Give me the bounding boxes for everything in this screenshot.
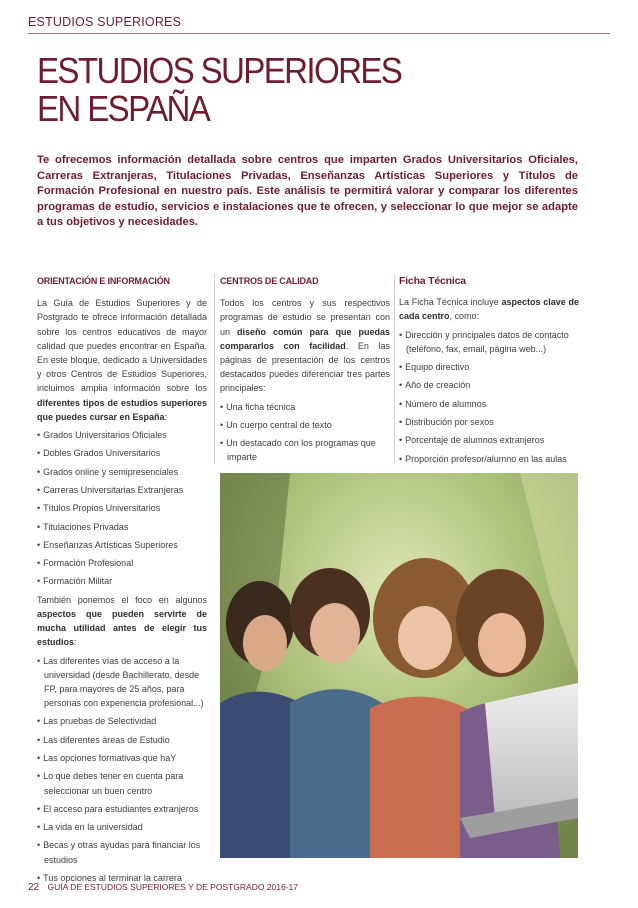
list-item: • Dirección y principales datos de contacto (teléfono, fax, email, página web...) [399, 328, 579, 356]
bold-run: diseño común para que puedas compararlos con facilidad [220, 326, 391, 351]
section-label: ESTUDIOS SUPERIORES [28, 15, 182, 29]
text-run: . En las páginas de presentación de los centros destacados puedes diferenciar tres partes principales: [220, 340, 390, 394]
column-paragraph [37, 593, 207, 650]
list-item: • Equipo directivo [399, 360, 579, 374]
text-run: , como: [449, 311, 480, 322]
list-item: • Año de creación [399, 378, 579, 392]
list-item: • Titulaciones Privadas [37, 520, 207, 534]
list-item: • Becas y otras ayudas para financiar los estudios [37, 838, 207, 866]
intro-paragraph: Te ofrecemos información detallada sobre centros que imparten Grados Universitarios Oficiales, Carreras Extranjeras, Titulaciones Privadas, Enseñanzas Artísticas Superiores y Títulos de Formación Profesional en nuestro país. Este análisis te permitirá valorar y comparar los diferentes programas de estudio, servicios e instalaciones que te ofrecen, y seleccionar lo que mejor se adapte a tus objetivos y necesidades. [37, 154, 578, 229]
column-paragraph [399, 295, 579, 323]
bullet-list [399, 328, 579, 466]
list-item: • Formación Militar [37, 574, 207, 588]
header-divider [28, 33, 610, 34]
list-item: • Dobles Grados Universitarios [37, 446, 207, 460]
page-title-line-1: ESTUDIOS SUPERIORES [37, 50, 402, 91]
text-run: La Guía de Estudios Superiores y de Postgrado te ofrece información detallada sobre los centros educativos de mayor calidad que puedes encontrar en España. En este bloque, dedicado a Universidades y otros Centros de Estudios Superiores, incluimos amplia información sobre los [37, 298, 207, 394]
list-item: • Tus opciones al terminar la carrera [37, 871, 207, 885]
text-run: : [74, 637, 77, 648]
list-item: • Un cuerpo central de texto [220, 418, 390, 432]
column-divider [214, 274, 215, 464]
bullet-list [37, 654, 207, 886]
list-item: • Número de alumnos [399, 397, 579, 411]
list-item: • Grados online y semipresenciales [37, 465, 207, 479]
page-footer [28, 882, 298, 893]
list-item: • Carreras Universitarias Extranjeras [37, 483, 207, 497]
bullet-list [37, 428, 207, 589]
column-orientacion [37, 274, 207, 889]
column-paragraph [220, 296, 390, 395]
bold-run: aspectos que pueden servirte de mucha utilidad antes de elegir tus estudios [37, 608, 207, 648]
list-item: • Lo que debes tener en cuenta para seleccionar un buen centro [37, 769, 207, 797]
list-item: • Enseñanzas Artísticas Superiores [37, 538, 207, 552]
list-item: • Una ficha técnica [220, 400, 390, 414]
list-item: • La vida en la universidad [37, 820, 207, 834]
page-title [37, 52, 552, 128]
list-item: • Un destacado con los programas que imparte [220, 436, 390, 464]
students-photo [220, 473, 578, 858]
bullet-list [220, 400, 390, 465]
text-run: La Ficha Técnica incluye [399, 297, 502, 308]
list-item: • Proporción profesor/alumno en las aulas [399, 452, 579, 466]
list-item: • Títulos Propios Universitarios [37, 501, 207, 515]
bold-run: diferentes tipos de estudios superiores que puedes cursar en España [37, 397, 207, 422]
list-item: • Grados Universitarios Oficiales [37, 428, 207, 442]
text-run: Todos los centros y sus respectivos programas de estudio se presentan con un [220, 298, 390, 337]
publication-name: GUÍA DE ESTUDIOS SUPERIORES Y DE POSTGRADO 2016-17 [47, 882, 299, 892]
text-run: : [164, 411, 168, 422]
text-run: También ponemos el foco en algunos [37, 594, 207, 605]
bold-run: aspectos clave de cada centro [399, 297, 580, 322]
list-item: • Las opciones formativas que haY [37, 751, 207, 765]
column-heading: CENTROS DE CALIDAD [220, 276, 319, 286]
column-heading: ORIENTACIÓN E INFORMACIÓN [37, 276, 170, 286]
list-item: • Las diferentes áreas de Estudio [37, 733, 207, 747]
page-title-line-2: EN ESPAÑA [37, 88, 210, 129]
list-item: • Formación Profesional [37, 556, 207, 570]
page-number: 22 [28, 882, 40, 893]
column-heading: Ficha Técnica [399, 275, 466, 287]
list-item: • Las diferentes vías de acceso a la universidad (desde Bachillerato, desde FP, para mayores de 25 años, para personas con experiencia profesional...) [37, 654, 207, 711]
list-item: • Distribución por sexos [399, 415, 579, 429]
column-ficha [399, 274, 579, 470]
column-centros [220, 274, 390, 469]
list-item: • Las pruebas de Selectividad [37, 714, 207, 728]
column-paragraph [37, 296, 207, 424]
list-item: • El acceso para estudiantes extranjeros [37, 802, 207, 816]
students-illustration [220, 473, 578, 858]
column-divider [394, 274, 395, 464]
list-item: • Porcentaje de alumnos extranjeros [399, 433, 579, 447]
